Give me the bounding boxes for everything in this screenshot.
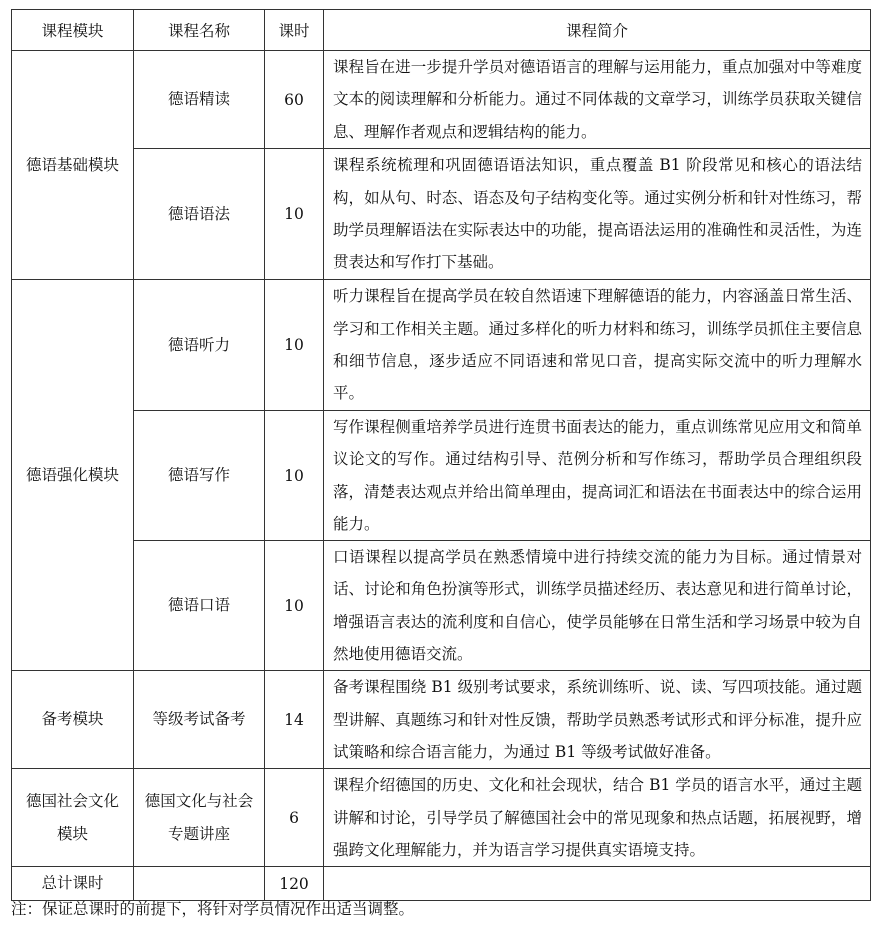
course-hours: 60 [265,51,324,149]
header-course-name: 课程名称 [134,10,265,51]
course-hours: 14 [265,671,324,769]
course-hours: 6 [265,769,324,867]
course-intro: 课程旨在进一步提升学员对德语语言的理解与运用能力，重点加强对中等难度文本的阅读理解和分析能力。通过不同体裁的文章学习，训练学员获取关键信息、理解作者观点和逻辑结构的能力。 [324,51,871,149]
course-hours: 10 [265,411,324,541]
module-exam: 备考模块 [12,671,134,769]
course-intro: 备考课程围绕 B1 级别考试要求，系统训练听、说、读、写四项技能。通过题型讲解、真题练习和针对性反馈，帮助学员熟悉考试形式和评分标准，提升应试策略和综合语言能力，为通过 B1 等级考试做好准备。 [324,671,871,769]
course-hours: 10 [265,149,324,280]
course-table [11,9,871,901]
table-row [12,149,871,280]
module-culture: 德国社会文化模块 [12,769,134,867]
course-intro: 听力课程旨在提高学员在较自然语速下理解德语的能力，内容涵盖日常生活、学习和工作相关主题。通过多样化的听力材料和练习，训练学员抓住主要信息和细节信息，逐步适应不同语速和常见口音，提高实际交流中的听力理解水平。 [324,280,871,411]
course-intro: 课程系统梳理和巩固德语语法知识，重点覆盖 B1 阶段常见和核心的语法结构，如从句、时态、语态及句子结构变化等。通过实例分析和针对性练习，帮助学员理解语法在实际表达中的功能，提高语法运用的准确性和灵活性，为连贯表达和写作打下基础。 [324,149,871,280]
total-row [12,867,871,901]
table-row [12,411,871,541]
course-name: 德语听力 [134,280,265,411]
total-label: 总计课时 [12,867,134,901]
footnote: 注：保证总课时的前提下，将针对学员情况作出适当调整。 [11,900,415,918]
header-hours: 课时 [265,10,324,51]
course-name: 德语语法 [134,149,265,280]
course-hours: 10 [265,280,324,411]
table-row [12,51,871,149]
course-name: 德语写作 [134,411,265,541]
total-empty-cell [134,867,265,901]
table-row [12,671,871,769]
total-empty-cell [324,867,871,901]
header-module: 课程模块 [12,10,134,51]
table-header-row [12,10,871,51]
course-hours: 10 [265,541,324,671]
course-name: 德语精读 [134,51,265,149]
course-intro: 写作课程侧重培养学员进行连贯书面表达的能力，重点训练常见应用文和简单议论文的写作。通过结构引导、范例分析和写作练习，帮助学员合理组织段落，清楚表达观点并给出简单理由，提高词汇和语法在书面表达中的综合运用能力。 [324,411,871,541]
header-intro: 课程简介 [324,10,871,51]
module-basic: 德语基础模块 [12,51,134,280]
total-hours: 120 [265,867,324,901]
course-name: 德语口语 [134,541,265,671]
table-row [12,280,871,411]
course-intro: 口语课程以提高学员在熟悉情境中进行持续交流的能力为目标。通过情景对话、讨论和角色扮演等形式，训练学员描述经历、表达意见和进行简单讨论，增强语言表达的流利度和自信心，使学员能够在日常生活和学习场景中较为自然地使用德语交流。 [324,541,871,671]
course-name: 等级考试备考 [134,671,265,769]
module-advanced: 德语强化模块 [12,280,134,671]
course-name: 德国文化与社会专题讲座 [134,769,265,867]
table-row [12,541,871,671]
table-row [12,769,871,867]
course-intro: 课程介绍德国的历史、文化和社会现状，结合 B1 学员的语言水平，通过主题讲解和讨论，引导学员了解德国社会中的常见现象和热点话题，拓展视野，增强跨文化理解能力，并为语言学习提供真实语境支持。 [324,769,871,867]
